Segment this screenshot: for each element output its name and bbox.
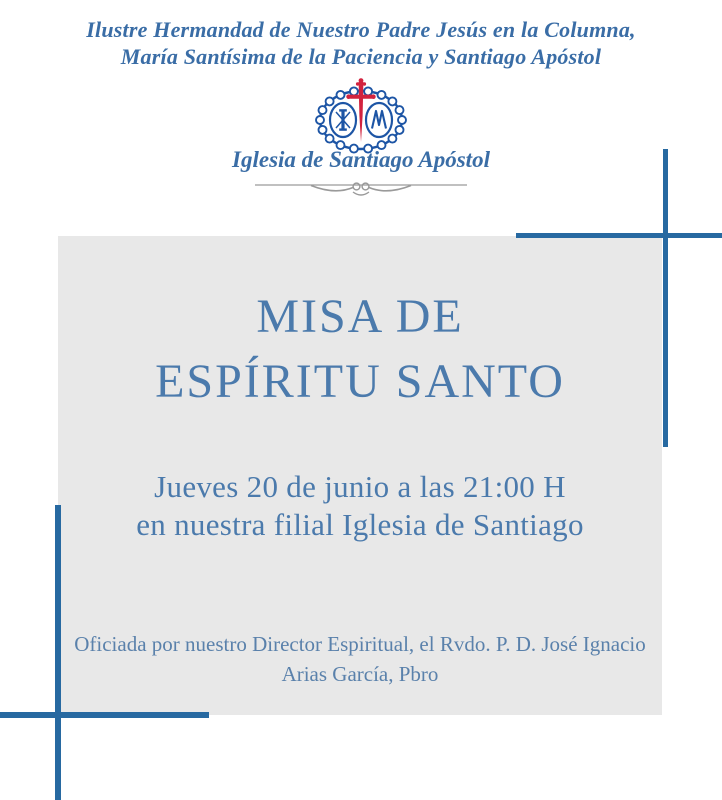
church-caption: Iglesia de Santiago Apóstol (232, 147, 490, 172)
ornamental-divider-icon (255, 178, 467, 202)
corner-cross-top-right-vertical-line (663, 149, 668, 447)
corner-cross-bottom-left-vertical-line (55, 505, 61, 800)
left-medallion (330, 103, 356, 137)
mass-schedule (58, 468, 662, 544)
mass-date-time: Jueves 20 de junio a las 21:00 H (154, 469, 566, 504)
corner-cross-top-right-horizontal-line (516, 233, 722, 238)
brotherhood-name-line1: Ilustre Hermandad de Nuestro Padre Jesús en la Columna, (86, 17, 636, 42)
celebrant-line2: Arias García, Pbro (281, 662, 439, 686)
right-medallion (366, 103, 392, 137)
mass-title (58, 284, 662, 414)
brotherhood-emblem-icon (303, 76, 419, 154)
brotherhood-name (0, 16, 722, 70)
mass-location: en nuestra filial Iglesia de Santiago (136, 507, 584, 542)
celebrant-line1: Oficiada por nuestro Director Espiritual, el Rvdo. P. D. José Ignacio (74, 632, 646, 656)
corner-cross-bottom-left-horizontal-line (0, 712, 209, 718)
mass-title-line1: MISA DE (256, 290, 464, 343)
mass-title-line2: ESPÍRITU SANTO (155, 355, 565, 408)
brotherhood-name-line2: María Santísima de la Paciencia y Santiago Apóstol (120, 44, 602, 69)
celebrant-note (58, 629, 662, 689)
